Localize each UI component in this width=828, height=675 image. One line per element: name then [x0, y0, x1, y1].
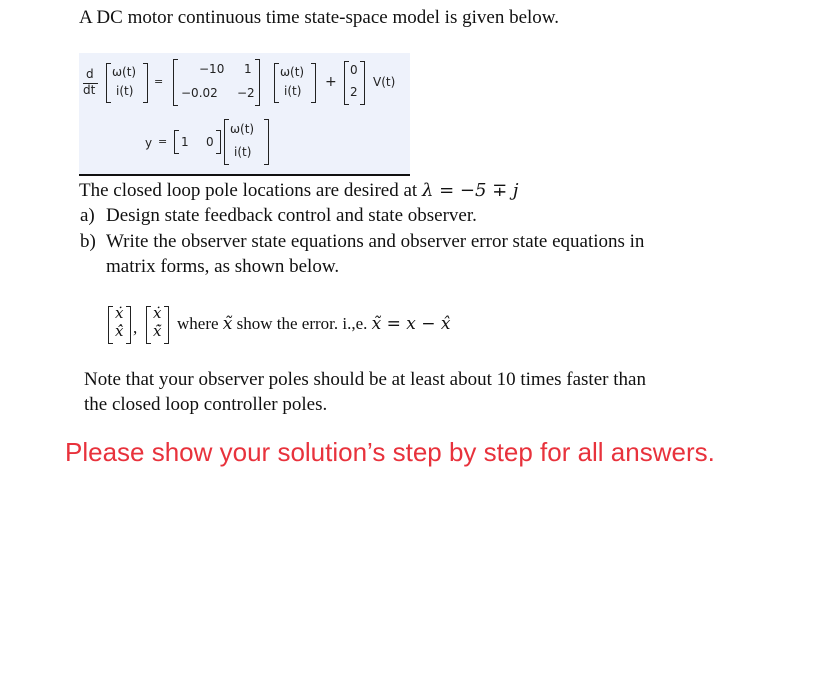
item-b-label: b): [80, 231, 96, 252]
right-bracket: [126, 306, 131, 344]
matrix-a-22: −2: [237, 86, 255, 100]
right-bracket: [360, 61, 365, 105]
vec1-bottom: x̂̇: [115, 322, 124, 340]
matrix-a-11: −10: [199, 62, 225, 76]
matrix-c-2: 0: [206, 135, 214, 149]
matrix-a-12: 1: [244, 62, 252, 76]
error-description: [177, 314, 451, 334]
note-line2: the closed loop controller poles.: [84, 394, 328, 415]
state-current: i(t): [284, 84, 302, 98]
d-symbol: d: [86, 67, 94, 81]
error-equation: x̃ = x − x̂: [371, 314, 451, 334]
state-omega: ω(t): [112, 65, 137, 79]
where-text: where: [177, 314, 223, 333]
left-bracket: [173, 59, 178, 106]
matrix-b-2: 2: [350, 85, 358, 99]
item-a-label: a): [80, 205, 95, 226]
poles-line: [79, 180, 519, 202]
matrix-b-1: 0: [350, 63, 358, 77]
instruction-text: Please show your solution’s step by step for all answers.: [65, 437, 715, 467]
right-bracket: [264, 119, 269, 165]
state-current: i(t): [116, 84, 134, 98]
comma: ,: [133, 318, 138, 337]
item-a-text: Design state feedback control and state observer.: [106, 205, 477, 226]
state-omega: ω(t): [230, 122, 255, 136]
intro-text: A DC motor continuous time state-space model is given below.: [79, 7, 560, 28]
state-omega: ω(t): [280, 65, 305, 79]
left-bracket: [274, 63, 279, 103]
item-b-line1: Write the observer state equations and observer error state equations in: [106, 231, 645, 252]
state-vectors: [108, 304, 178, 344]
right-bracket: [143, 63, 148, 103]
matrix-c-1: 1: [181, 135, 189, 149]
vec2-bottom: x̃̇: [153, 322, 162, 340]
right-bracket: [164, 306, 169, 344]
left-bracket: [224, 119, 229, 165]
right-bracket: [216, 130, 221, 154]
left-bracket: [344, 61, 349, 105]
equals-sign: =: [154, 75, 164, 88]
equals-sign: =: [158, 135, 168, 148]
left-bracket: [146, 306, 151, 344]
poles-text: The closed loop pole locations are desired at: [79, 180, 422, 201]
matrix-a-21: −0.02: [181, 86, 218, 100]
tilde-x: x̃: [222, 314, 233, 334]
note-line1: Note that your observer poles should be at least about 10 times faster than: [84, 369, 646, 390]
output-y: y: [145, 136, 153, 150]
dt-symbol: dt: [83, 83, 96, 97]
poles-math: λ = −5 ∓ j: [421, 180, 519, 201]
left-bracket: [108, 306, 113, 344]
left-bracket: [174, 130, 179, 154]
state-space-equation: [79, 53, 410, 176]
left-bracket: [106, 63, 111, 103]
state-current: i(t): [234, 145, 252, 159]
right-bracket: [311, 63, 316, 103]
vec1-top: ẋ: [115, 304, 124, 322]
input-voltage: V(t): [373, 75, 396, 89]
show-text: show the error. i.,e.: [232, 314, 372, 333]
right-bracket: [255, 59, 260, 106]
item-b-line2: matrix forms, as shown below.: [106, 256, 340, 277]
vec2-top: ẋ: [153, 304, 162, 322]
plus-sign: +: [325, 74, 337, 90]
